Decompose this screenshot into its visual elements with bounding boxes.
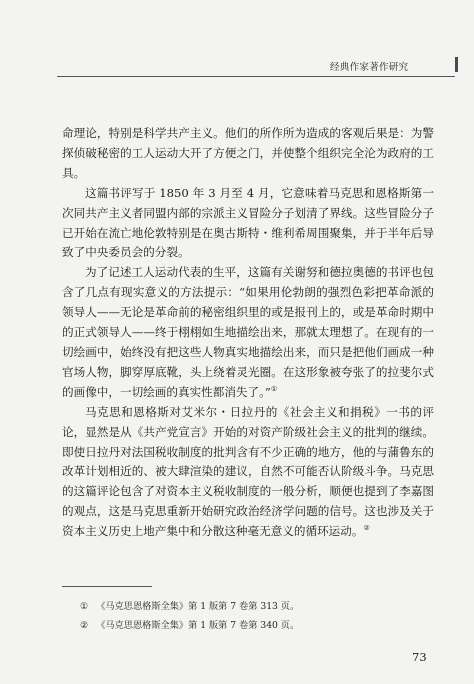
paragraph: 这篇书评写于 1850 年 3 月至 4 月，它意味着马克思和恩格斯第一次同共产主义者同盟内部的宗派主义冒险分子划清了界线。这些冒险分子已开始在流亡地伦敦特别是在奥古斯特・维利希周围聚集，并于半年后导致了中央委员会的分裂。	[62, 185, 434, 260]
footnote-ref: ①	[270, 384, 278, 393]
running-header: 经典作家著作研究	[330, 62, 409, 73]
paragraph: 命理论，特别是科学共产主义。他们的所作所为造成的客观后果是：为警探侦破秘密的工人运动大开了方便之门，并使整个组织完全沦为政府的工具。	[62, 126, 434, 180]
footnote-text: 《马克思恩格斯全集》第 1 版第 7 卷第 340 页。	[96, 620, 300, 631]
footnote-mark: ②	[80, 620, 89, 631]
section-marker-bar	[455, 57, 458, 72]
paragraph	[62, 403, 434, 542]
footnotes	[80, 597, 299, 635]
paragraph-text: 马克思和恩格斯对艾米尔・日拉丹的《社会主义和捐税》一书的评论，显然是从《共产党宣言》开始的对资产阶级社会主义的批判的继续。即使日拉丹对法国税收制度的批判含有不少正确的地方，他的与蒲鲁东的改革计划相近的、被大肆渲染的建议，自然不可能否认阶级斗争。马克思的这篇评论包含了对资本主义税收制度的一般分析，顺便也提到了李嘉图的观点，这是马克思重新开始研究政治经济学问题的信号。这也涉及关于资本主义历史上地产集中和分散这种毫无意义的循环运动。	[62, 404, 434, 539]
footnote-mark: ①	[80, 601, 89, 612]
page-number: 73	[412, 650, 427, 664]
footnote-text: 《马克思恩格斯全集》第 1 版第 7 卷第 313 页。	[96, 601, 300, 612]
paragraph	[62, 263, 434, 402]
footnote	[80, 597, 299, 616]
footnote-ref: ②	[363, 524, 370, 533]
body-text	[62, 124, 434, 542]
footnote	[80, 616, 299, 635]
header-rule	[57, 76, 455, 77]
paragraph-text: 为了记述工人运动代表的生平，这篇有关谢努和德拉奥德的书评也包含了几点有现实意义的方法提示：“如果用伦勃朗的强烈色彩把革命派的领导人——无论是革命前的秘密组织里的或是报刊上的，或是革命时期中的正式领导人——终于栩栩如生地描绘出来，那就太理想了。在现有的一切绘画中，始终没有把这些人物真实地描绘出来，而只是把他们画成一种官场人物，脚穿厚底靴，头上绕着灵光圈。在这形象被夸张了的拉斐尔式的画像中，一切绘画的真实性都消失了。”	[62, 265, 434, 399]
footnote-separator	[62, 586, 152, 587]
